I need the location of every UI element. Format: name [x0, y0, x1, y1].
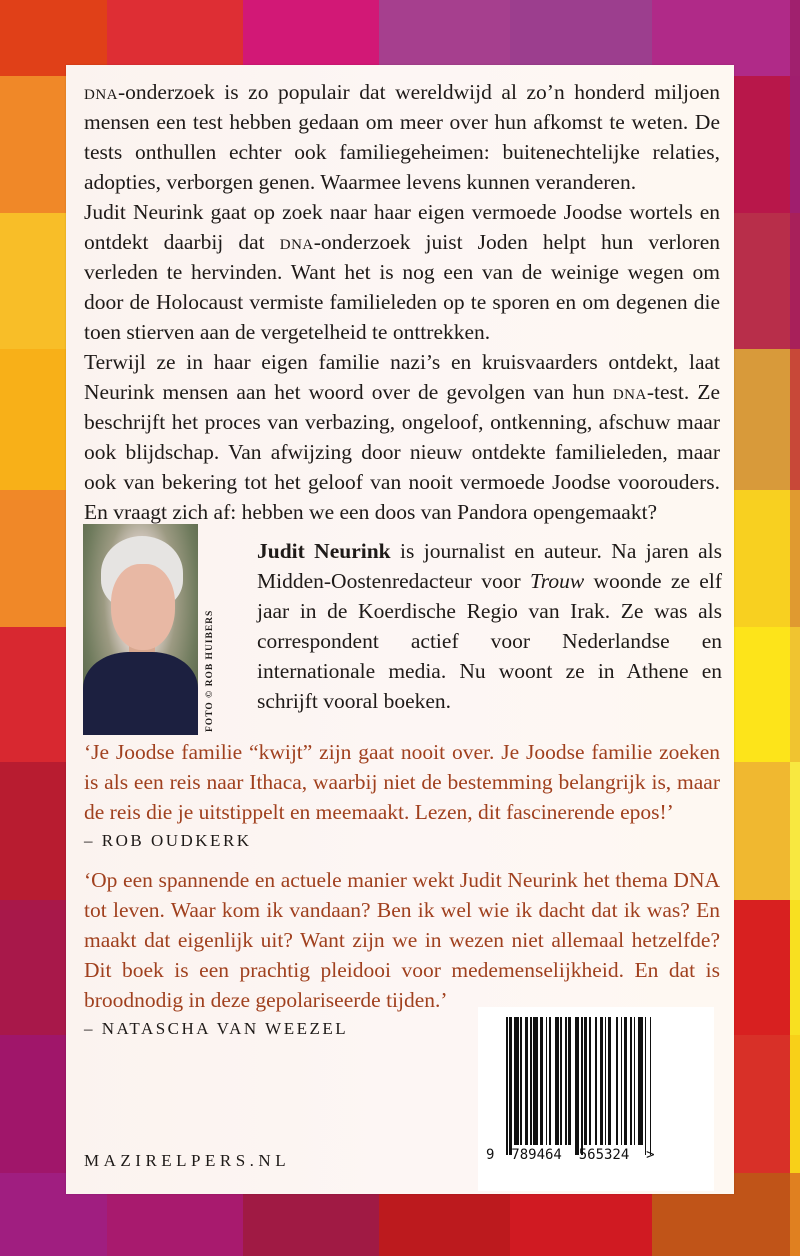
- color-tile: [790, 213, 800, 349]
- barcode-bar: [616, 1017, 618, 1145]
- author-bio: Judit Neurink is journalist en auteur. Na jaren als Midden-Oostenredacteur voor Trouw woonde ze elf jaar in de Koerdische Regio van Irak. Ze was als correspondent actief voor Nederlandse en internationale media. Nu woont ze in Athene en schrijft vooral boeken.: [257, 539, 722, 713]
- barcode-bar: [589, 1017, 591, 1145]
- author-photo: [83, 524, 198, 735]
- dna-smallcaps: dna: [84, 80, 118, 104]
- barcode-bar: [600, 1017, 603, 1145]
- barcode-bar: [608, 1017, 611, 1145]
- barcode-bar: [549, 1017, 551, 1145]
- color-tile: [790, 349, 800, 490]
- barcode-bar: [514, 1017, 519, 1145]
- publication-name: Trouw: [529, 569, 585, 593]
- blurb-paragraph-1: dna-onderzoek is zo populair dat wereldwijd al zo’n honderd miljoen mensen een test hebben gedaan om meer over hun afkomst te weten. De tests onthullen echter ook familiegeheimen: buitenechtelijke relaties, adopties, verborgen genen. Waarmee levens kunnen veranderen.: [84, 80, 720, 194]
- isbn-barcode: [478, 1007, 714, 1191]
- blurb-paragraph-2: Judit Neurink gaat op zoek naar haar eigen vermoede Joodse wortels en ontdekt daarbij dat dna-onderzoek juist Joden helpt hun verloren verleden te hervinden. Want het is nog een van de weinige wegen om door de Holocaust vermiste familieleden op te sporen en om degenen die toen stierven aan de vergetelheid te onttrekken.: [84, 200, 721, 344]
- dna-smallcaps: dna: [612, 380, 647, 404]
- color-tile: [790, 627, 800, 762]
- photo-credit: FOTO © ROB HUIBERS: [205, 609, 215, 732]
- barcode-bar: [520, 1017, 522, 1145]
- color-tile: [790, 1035, 800, 1173]
- barcode-bar: [565, 1017, 567, 1145]
- barcode-bars: [506, 1017, 692, 1153]
- author-name: Judit Neurink: [257, 539, 391, 563]
- review-attribution-2: – NATASCHA VAN WEEZEL: [84, 1019, 349, 1038]
- barcode-bar: [560, 1017, 562, 1145]
- barcode-bar: [525, 1017, 528, 1145]
- barcode-bar: [555, 1017, 558, 1145]
- publisher-website: MAZIRELPERS.NL: [84, 1151, 291, 1170]
- color-tile: [790, 490, 800, 627]
- barcode-bar: [509, 1017, 512, 1155]
- barcode-bar: [605, 1017, 607, 1145]
- barcode-bar: [530, 1017, 532, 1145]
- barcode-bar: [630, 1017, 632, 1145]
- isbn-number: 9 789464 565324 >: [486, 1147, 655, 1163]
- barcode-bar: [595, 1017, 597, 1145]
- barcode-bar: [650, 1017, 652, 1155]
- barcode-bar: [638, 1017, 643, 1145]
- barcode-bar: [533, 1017, 538, 1145]
- back-cover-panel: [66, 65, 734, 1194]
- barcode-bar: [624, 1017, 627, 1145]
- review-quote-1: ‘Je Joodse familie “kwijt” zijn gaat nooit over. Je Joodse familie zoeken is als een reis naar Ithaca, waarbij niet de bestemming belangrijk is, maar de reis die je uitstippelt en meemaakt. Lezen, dit fascinerende epos!’: [84, 740, 720, 824]
- barcode-bar: [621, 1017, 623, 1145]
- barcode-bar: [634, 1017, 636, 1145]
- photo-coat: [83, 652, 198, 735]
- review-attribution-1: – ROB OUDKERK: [84, 831, 252, 850]
- color-tile: [790, 1173, 800, 1256]
- barcode-bar: [645, 1017, 647, 1155]
- barcode-bar: [581, 1017, 583, 1155]
- blurb-paragraph-3: Terwijl ze in haar eigen familie nazi’s en kruisvaarders ontdekt, laat Neurink mensen aan het woord over de gevolgen van hun dna-test. Ze beschrijft het proces van verbazing, ongeloof, ontkenning, afschuw maar ook blijdschap. Van afwijzing door nieuw ontdekte familieleden, maar ook van bekering tot het geloof van nooit vermoede Joodse voorouders. En vraagt zich af: hebben we een doos van Pandora opengemaakt?: [84, 350, 721, 524]
- color-tile: [790, 76, 800, 213]
- barcode-bar: [584, 1017, 587, 1145]
- color-tile: [790, 900, 800, 1035]
- barcode-bar: [540, 1017, 543, 1145]
- barcode-bar: [575, 1017, 580, 1155]
- barcode-bar: [568, 1017, 571, 1145]
- dna-smallcaps: dna: [279, 230, 314, 254]
- barcode-bar: [546, 1017, 548, 1145]
- barcode-bar: [506, 1017, 508, 1155]
- blurb: [84, 77, 720, 527]
- color-tile: [790, 762, 800, 900]
- photo-face: [111, 564, 175, 650]
- review-quote-2: ‘Op een spannende en actuele manier wekt Judit Neurink het thema DNA tot leven. Waar kom ik vandaan? Ben ik wel wie ik dacht dat ik was? En maakt dat eigenlijk uit? Want zijn we in wezen niet allemaal hetzelfde? Dit boek is een prachtig pleidooi voor medemenselijkheid. En dat is broodnodig in deze gepolariseerde tijden.’: [84, 868, 720, 1012]
- color-tile: [790, 0, 800, 76]
